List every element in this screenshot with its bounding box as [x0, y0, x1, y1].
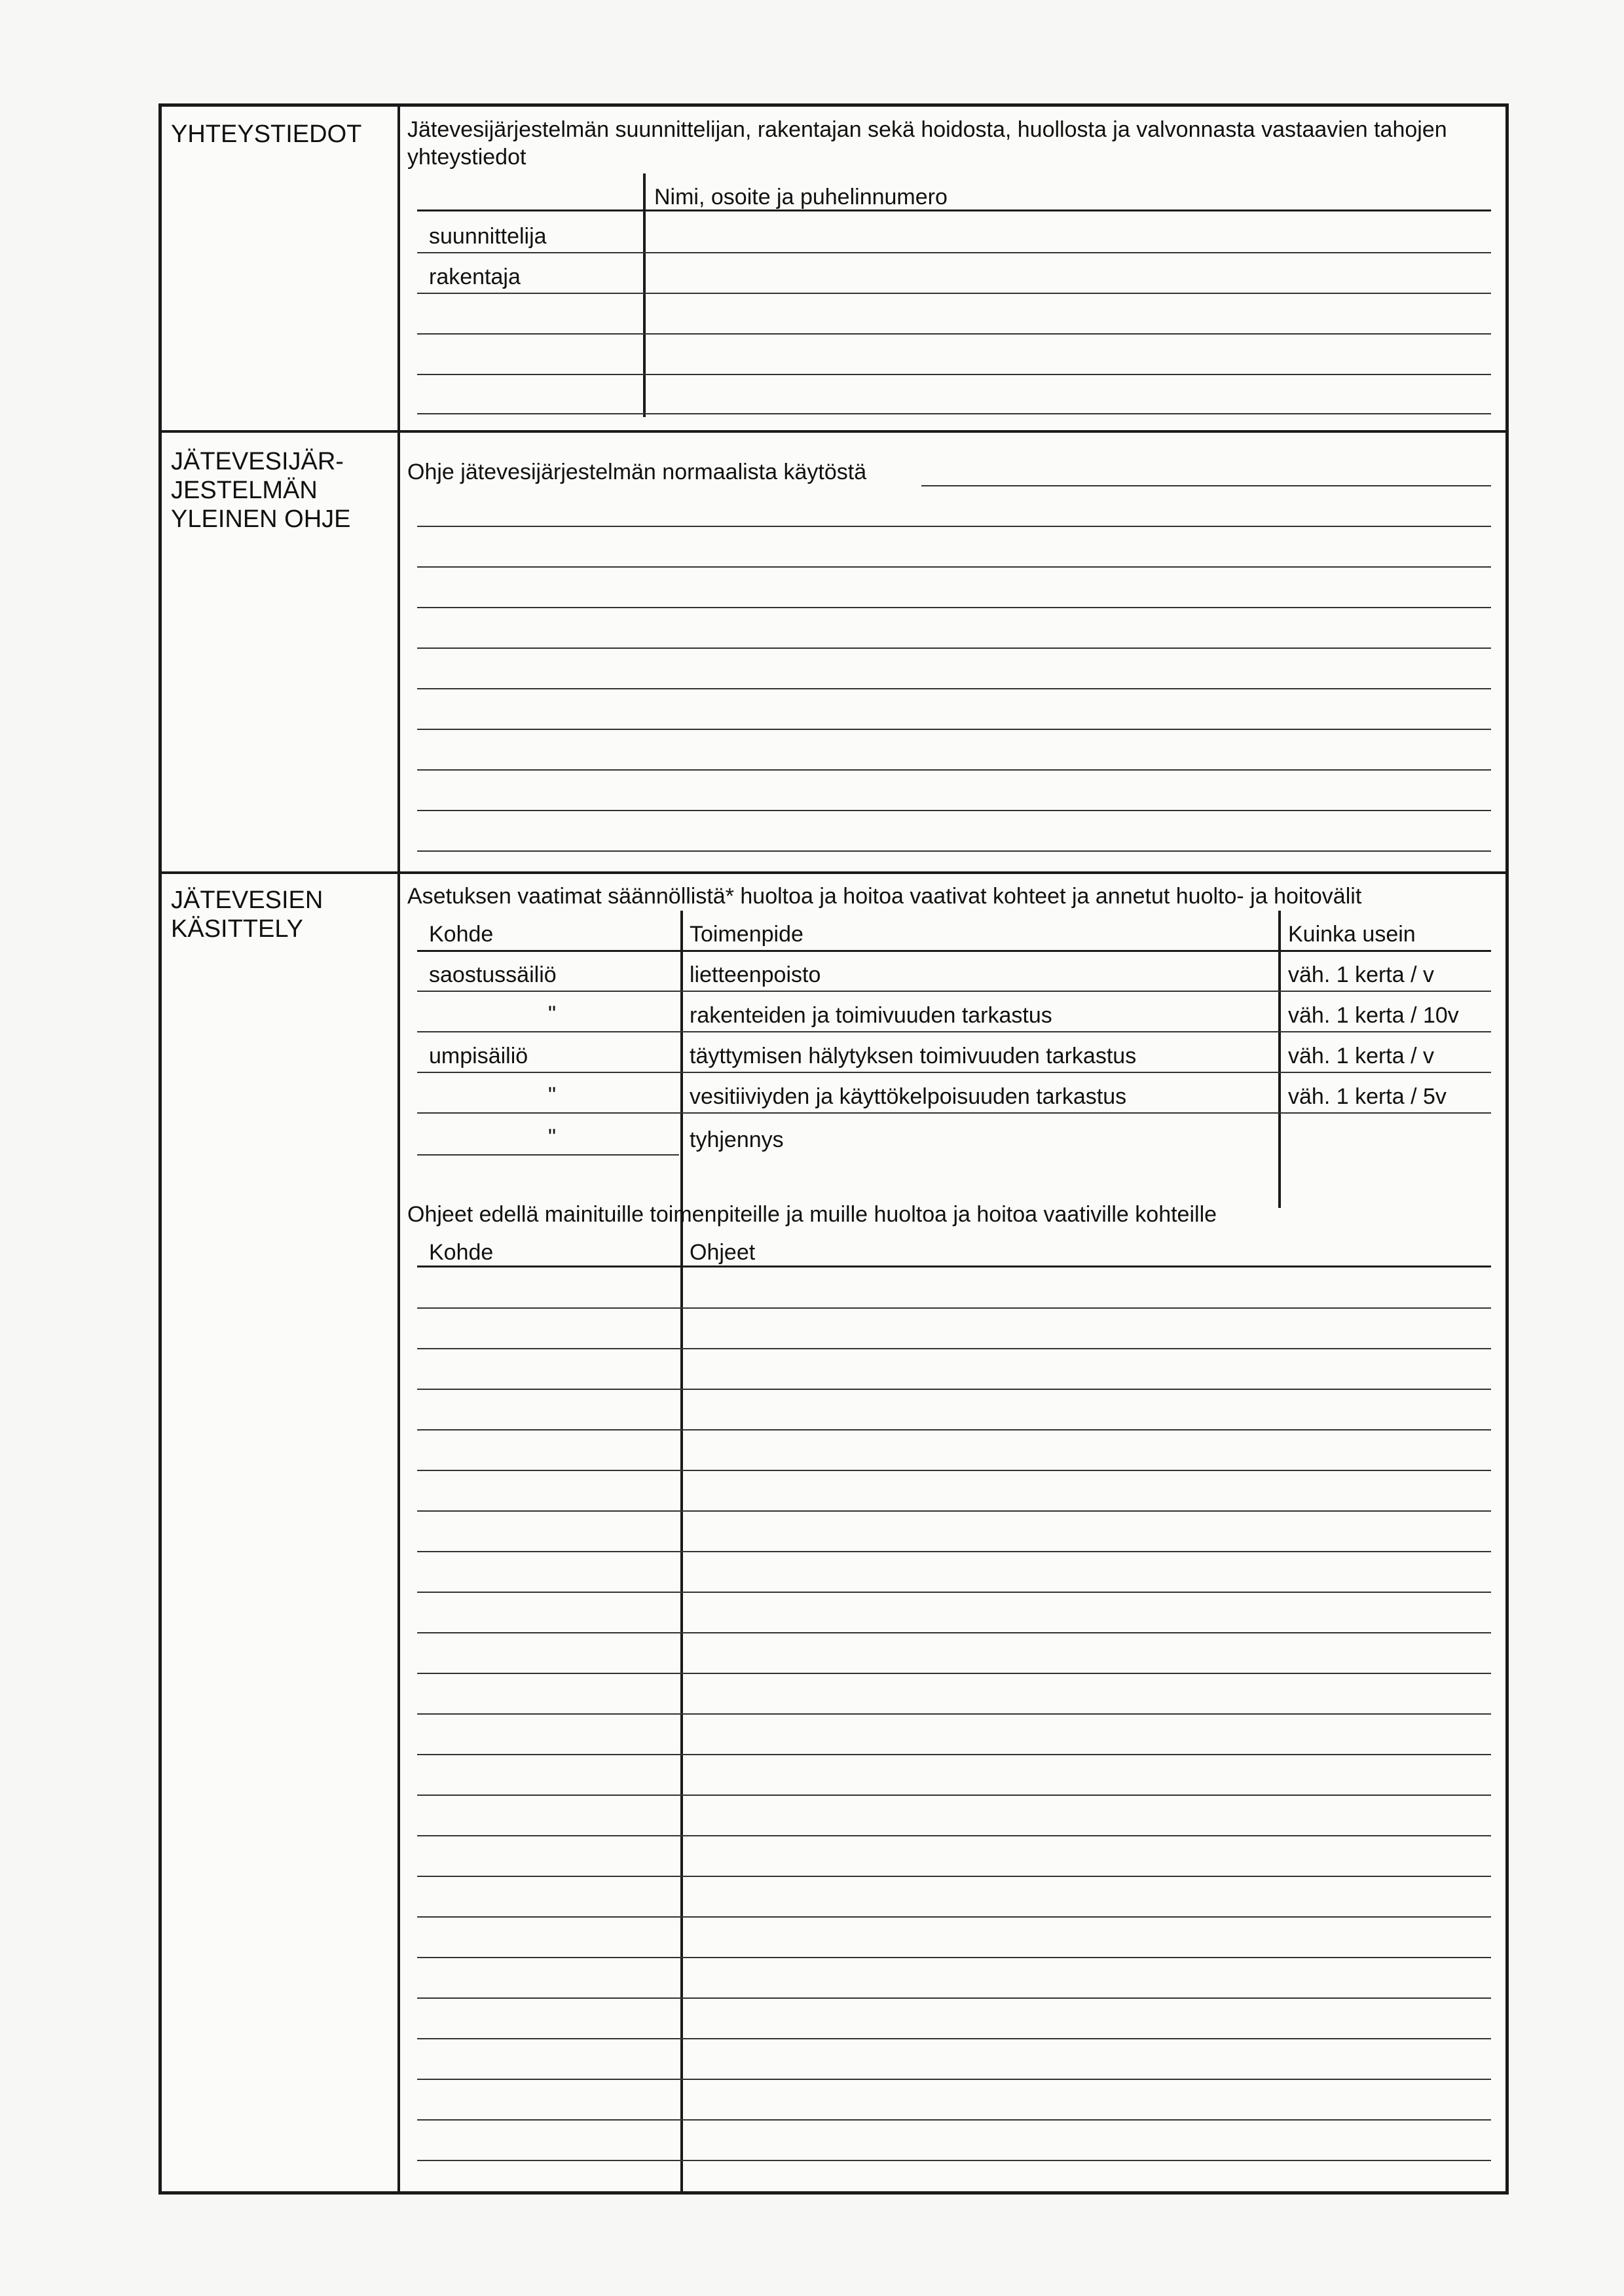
- instruction-line[interactable]: [417, 2079, 1491, 2080]
- contacts-column-header: Nimi, osoite ja puhelinnumero: [654, 185, 948, 210]
- instruction-line[interactable]: [417, 1795, 1491, 1796]
- instruction-line[interactable]: [417, 1835, 1491, 1836]
- instruction-line[interactable]: [417, 1997, 1491, 1999]
- contacts-header-rule: [417, 210, 1491, 211]
- instructions-title: Ohjeet edellä mainituille toimenpiteille ja muille huoltoa ja hoitoa vaativille kohteille: [407, 1202, 1217, 1227]
- instruction-line[interactable]: [417, 2160, 1491, 2161]
- guide-line[interactable]: [417, 647, 1491, 649]
- instruction-line[interactable]: [417, 1551, 1491, 1552]
- instruction-line[interactable]: [417, 1470, 1491, 1471]
- table-cell: ": [548, 1125, 557, 1150]
- guide-line[interactable]: [417, 810, 1491, 811]
- instruction-line[interactable]: [417, 1307, 1491, 1309]
- guide-line[interactable]: [921, 485, 1491, 486]
- instruction-line[interactable]: [417, 1389, 1491, 1390]
- table-cell: vesitiiviyden ja käyttökelpoisuuden tarkastus: [690, 1084, 1127, 1109]
- guide-line[interactable]: [417, 688, 1491, 689]
- table-row-line: [417, 1072, 1491, 1073]
- guide-line[interactable]: [417, 850, 1491, 852]
- table-divider-toimenpide: [1278, 911, 1281, 1208]
- instruction-line[interactable]: [417, 1957, 1491, 1958]
- instruction-line[interactable]: [417, 1876, 1491, 1877]
- section-title-contacts: YHTEYSTIEDOT: [171, 120, 362, 148]
- table-cell: umpisäiliö: [429, 1044, 528, 1068]
- table-cell: väh. 1 kerta / v: [1288, 962, 1434, 987]
- table-row-line: [417, 1031, 1491, 1032]
- contact-line[interactable]: [417, 293, 1491, 294]
- table-cell: rakenteiden ja toimivuuden tarkastus: [690, 1003, 1052, 1028]
- general-guide-prompt: Ohje jätevesijärjestelmän normaalista käytöstä: [407, 460, 867, 484]
- table-cell: saostussäiliö: [429, 962, 557, 987]
- guide-line[interactable]: [417, 729, 1491, 730]
- instruction-line[interactable]: [417, 2038, 1491, 2039]
- table-cell: tyhjennys: [690, 1127, 784, 1152]
- maintenance-form: [158, 103, 1509, 2195]
- guide-line[interactable]: [417, 526, 1491, 527]
- instructions-header-ohjeet: Ohjeet: [690, 1240, 756, 1265]
- instructions-column-divider: [680, 1234, 683, 2191]
- contact-role-designer: suunnittelija: [429, 224, 547, 249]
- section-divider-2: [162, 871, 1505, 874]
- table-row-line: [417, 1154, 679, 1156]
- instruction-line[interactable]: [417, 1673, 1491, 1674]
- guide-line[interactable]: [417, 566, 1491, 568]
- table-header-kohde: Kohde: [429, 922, 494, 947]
- table-header-kuinka-usein: Kuinka usein: [1288, 922, 1416, 947]
- instruction-line[interactable]: [417, 2119, 1491, 2121]
- table-cell: väh. 1 kerta / 10v: [1288, 1003, 1459, 1028]
- table-cell: väh. 1 kerta / 5v: [1288, 1084, 1447, 1109]
- contact-line[interactable]: [417, 252, 1491, 253]
- instruction-line[interactable]: [417, 1632, 1491, 1633]
- contact-role-builder: rakentaja: [429, 264, 521, 289]
- instruction-line[interactable]: [417, 1510, 1491, 1512]
- contact-line[interactable]: [417, 413, 1491, 414]
- guide-line[interactable]: [417, 607, 1491, 608]
- table-cell: ": [548, 1002, 557, 1027]
- table-cell: lietteenpoisto: [690, 962, 821, 987]
- instruction-line[interactable]: [417, 1429, 1491, 1430]
- table-header-rule: [417, 950, 1491, 952]
- guide-line[interactable]: [417, 769, 1491, 771]
- contact-line[interactable]: [417, 374, 1491, 375]
- section-title-wastewater-treatment: JÄTEVESIEN KÄSITTELY: [171, 886, 323, 943]
- table-cell: väh. 1 kerta / v: [1288, 1044, 1434, 1068]
- table-cell: täyttymisen hälytyksen toimivuuden tarkastus: [690, 1044, 1137, 1068]
- instruction-line[interactable]: [417, 1916, 1491, 1918]
- section-title-general-guide: JÄTEVESIJÄR-JESTELMÄN YLEINEN OHJE: [171, 448, 351, 533]
- table-row-line: [417, 1112, 1491, 1114]
- maintenance-intro: Asetuksen vaatimat säännöllistä* huoltoa ja hoitoa vaativat kohteet ja annetut huolto- ja hoitovälit: [407, 884, 1362, 909]
- instruction-line[interactable]: [417, 1592, 1491, 1593]
- contact-line[interactable]: [417, 333, 1491, 335]
- section-label-divider: [397, 107, 400, 2191]
- table-header-toimenpide: Toimenpide: [690, 922, 803, 947]
- instructions-header-kohde: Kohde: [429, 1240, 494, 1265]
- instruction-line[interactable]: [417, 1713, 1491, 1715]
- instruction-line[interactable]: [417, 1754, 1491, 1755]
- section-divider-1: [162, 430, 1505, 433]
- instructions-header-rule: [417, 1266, 1491, 1267]
- table-cell: ": [548, 1083, 557, 1108]
- table-row-line: [417, 991, 1491, 992]
- instruction-line[interactable]: [417, 1348, 1491, 1349]
- contacts-description: Jätevesijärjestelmän suunnittelijan, rakentajan sekä hoidosta, huollosta ja valvonnasta vastaavien tahojen yhteystiedot: [407, 117, 1447, 170]
